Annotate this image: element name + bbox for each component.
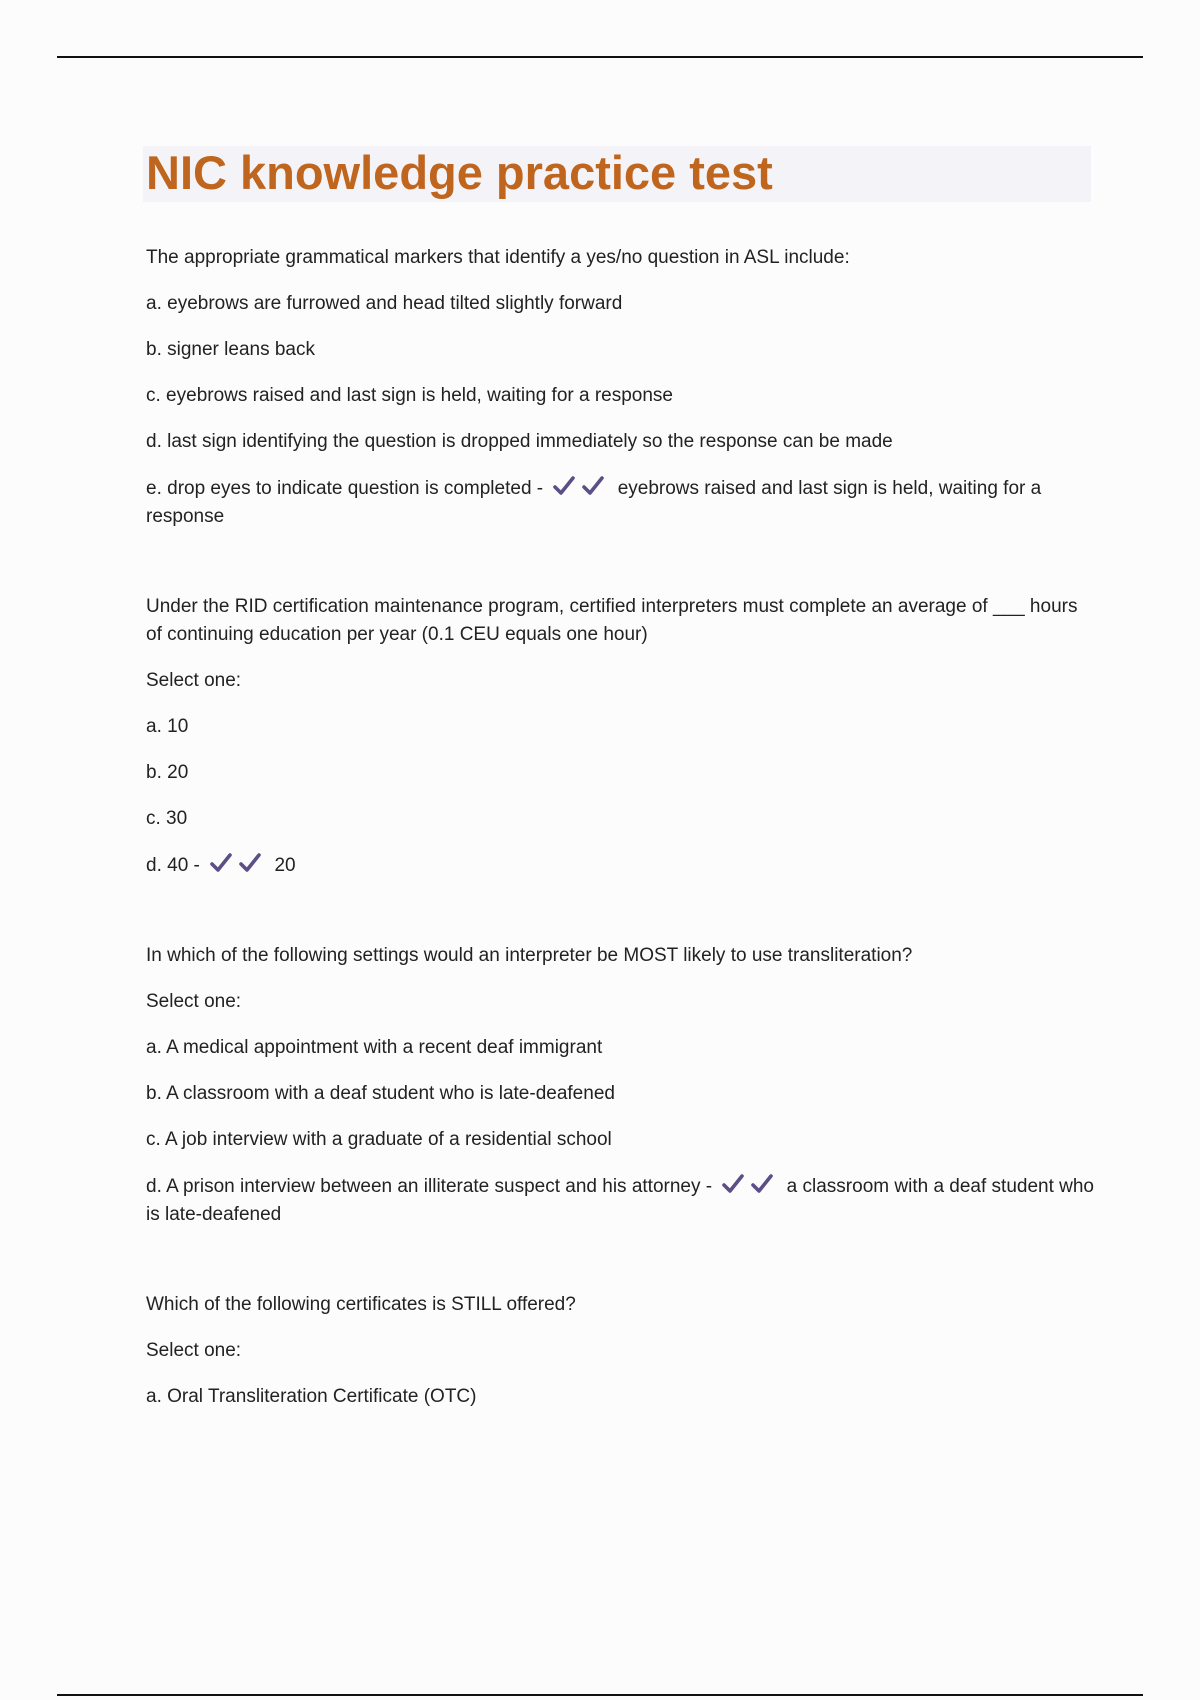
question-1-option-d: d. last sign identifying the question is dropped immediately so the response can be made	[146, 431, 893, 452]
question-1-option-e-text: e. drop eyes to indicate question is completed -	[146, 478, 544, 499]
question-3-select-label: Select one:	[146, 991, 242, 1012]
question-2-select-label: Select one:	[146, 670, 242, 691]
question-2-option-a: a. 10	[146, 716, 189, 737]
check-icon	[750, 1172, 774, 1196]
question-1-prompt: The appropriate grammatical markers that identify a yes/no question in ASL include:	[146, 247, 850, 268]
question-3-answer: a classroom with a deaf student who is late-deafened	[146, 1176, 1095, 1225]
question-3-option-a: a. A medical appointment with a recent deaf immigrant	[146, 1037, 603, 1058]
question-1	[146, 244, 1096, 531]
check-icon	[721, 1172, 745, 1196]
question-3-prompt: In which of the following settings would an interpreter be MOST likely to use transliteration?	[146, 945, 913, 966]
question-4	[146, 1291, 1096, 1411]
question-1-option-e	[146, 474, 1096, 531]
question-3-option-d-text: d. A prison interview between an illiterate suspect and his attorney -	[146, 1176, 713, 1197]
answer-checkmarks	[552, 478, 615, 499]
question-2-option-d-text: d. 40 -	[146, 855, 200, 876]
answer-checkmarks	[721, 1176, 784, 1197]
question-1-option-b: b. signer leans back	[146, 339, 315, 360]
question-2-option-c: c. 30	[146, 808, 188, 829]
question-3-option-b: b. A classroom with a deaf student who is late-deafened	[146, 1083, 615, 1104]
question-1-option-a: a. eyebrows are furrowed and head tilted slightly forward	[146, 293, 623, 314]
answer-checkmarks	[209, 855, 272, 876]
page-title: NIC knowledge practice test	[146, 146, 773, 199]
question-3-option-c: c. A job interview with a graduate of a residential school	[146, 1129, 612, 1150]
question-4-select-label: Select one:	[146, 1340, 242, 1361]
question-2-prompt: Under the RID certification maintenance program, certified interpreters must complete an average of ___ hours of continuing education per year (0.1 CEU equals one hour)	[146, 596, 1078, 645]
question-4-prompt: Which of the following certificates is STILL offered?	[146, 1294, 576, 1315]
question-2-answer: 20	[274, 855, 296, 876]
check-icon	[581, 474, 605, 498]
bottom-rule	[57, 1694, 1143, 1696]
check-icon	[209, 851, 233, 875]
question-4-option-a: a. Oral Transliteration Certificate (OTC)	[146, 1386, 477, 1407]
question-2-option-d	[146, 851, 1096, 880]
top-rule	[57, 56, 1143, 58]
question-1-option-c: c. eyebrows raised and last sign is held, waiting for a response	[146, 385, 673, 406]
check-icon	[238, 851, 262, 875]
question-3-option-d	[146, 1172, 1096, 1229]
check-icon	[552, 474, 576, 498]
question-list	[146, 244, 1096, 1411]
question-1-answer: eyebrows raised and last sign is held, waiting for a response	[146, 478, 1042, 527]
question-3	[146, 942, 1096, 1229]
question-2-option-b: b. 20	[146, 762, 189, 783]
question-2	[146, 593, 1096, 880]
